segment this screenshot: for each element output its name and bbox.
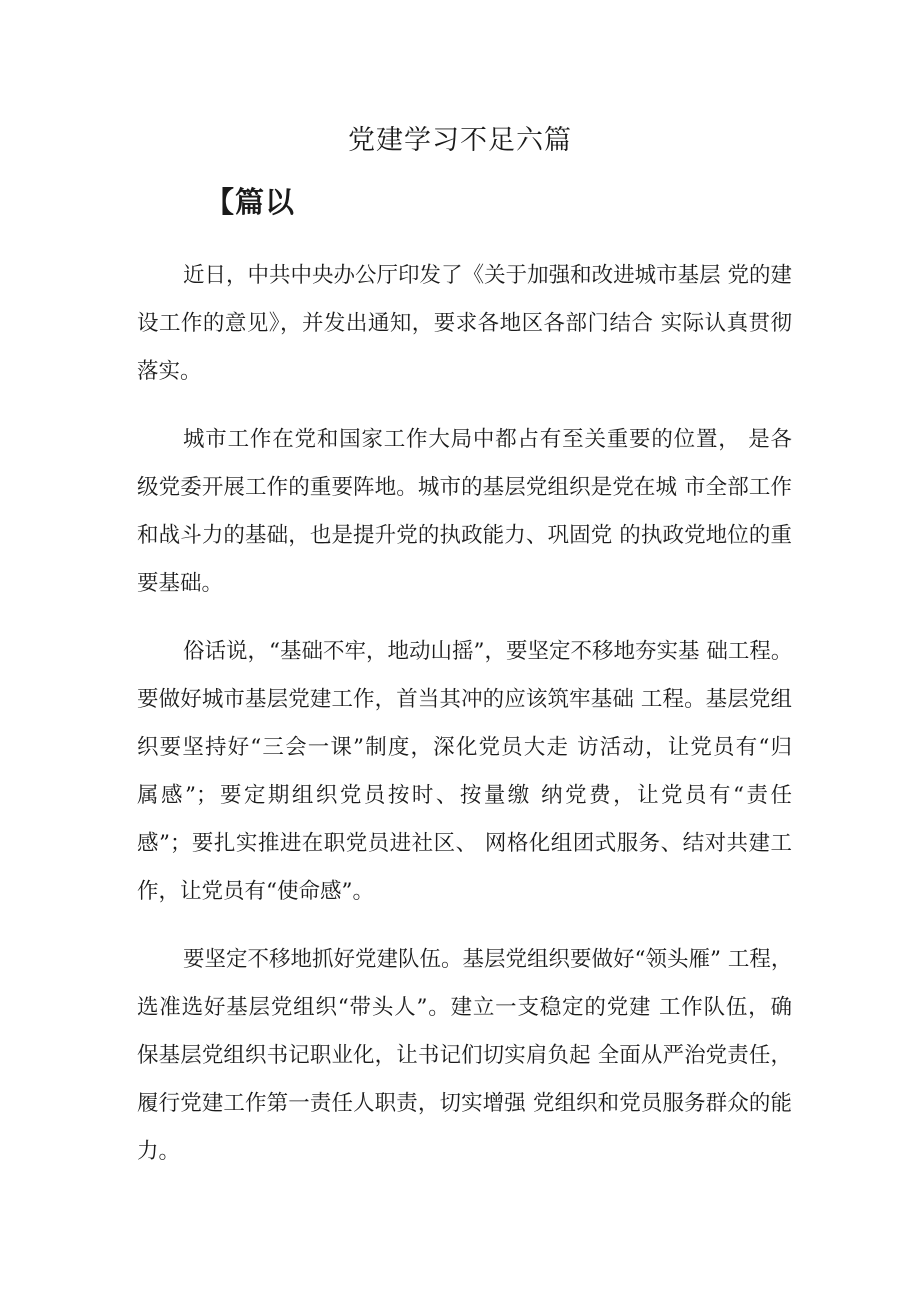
section-heading: 【篇以 (205, 185, 296, 219)
paragraph-line: 和战斗力的基础，也是提升党的执政能力、巩固党 的执政党地位的重 (137, 523, 792, 548)
paragraph-1 (137, 252, 792, 396)
paragraph-line: 要做好城市基层党建工作，首当其冲的应该筑牢基础 工程。基层党组 (137, 687, 792, 712)
paragraph-line: 保基层党组织书记职业化，让书记们切实肩负起 全面从严治党责任， (137, 1043, 792, 1068)
paragraph-line: 履行党建工作第一责任人职责，切实增强 党组织和党员服务群众的能 (137, 1091, 792, 1116)
document-title: 党建学习不足六篇 (348, 125, 572, 156)
paragraph-line: 织要坚持好“三会一课”制度，深化党员大走 访活动，让党员有“归 (137, 735, 792, 760)
paragraph-line: 俗话说，“基础不牢，地动山摇”，要坚定不移地夯实基 础工程。 (183, 639, 792, 664)
paragraph-line: 级党委开展工作的重要阵地。城市的基层党组织是党在城 市全部工作 (137, 475, 792, 500)
paragraph-line: 落实。 (137, 359, 202, 384)
document-body (137, 252, 792, 1196)
paragraph-line: 近日，中共中央办公厅印发了《关于加强和改进城市基层 党的建 (183, 263, 792, 288)
paragraph-line: 力。 (137, 1139, 181, 1164)
paragraph-line: 作，让党员有“使命感”。 (137, 879, 374, 904)
paragraph-line: 要基础。 (137, 571, 224, 596)
paragraph-line: 属感”；要定期组织党员按时、按量缴 纳党费，让党员有“责任 (137, 783, 792, 808)
paragraph-4 (137, 936, 792, 1176)
paragraph-line: 设工作的意见》，并发出通知，要求各地区各部门结合 实际认真贯彻 (137, 311, 792, 336)
paragraph-line: 选准选好基层党组织“带头人”。建立一支稳定的党建 工作队伍，确 (137, 995, 792, 1020)
paragraph-line: 要坚定不移地抓好党建队伍。基层党组织要做好“领头雁” 工程， (183, 947, 792, 972)
paragraph-line: 感”；要扎实推进在职党员进社区、 网格化组团式服务、结对共建工 (137, 831, 792, 856)
paragraph-2 (137, 416, 792, 608)
paragraph-3 (137, 628, 792, 916)
paragraph-line: 城市工作在党和国家工作大局中都占有至关重要的位置， 是各 (183, 427, 792, 452)
